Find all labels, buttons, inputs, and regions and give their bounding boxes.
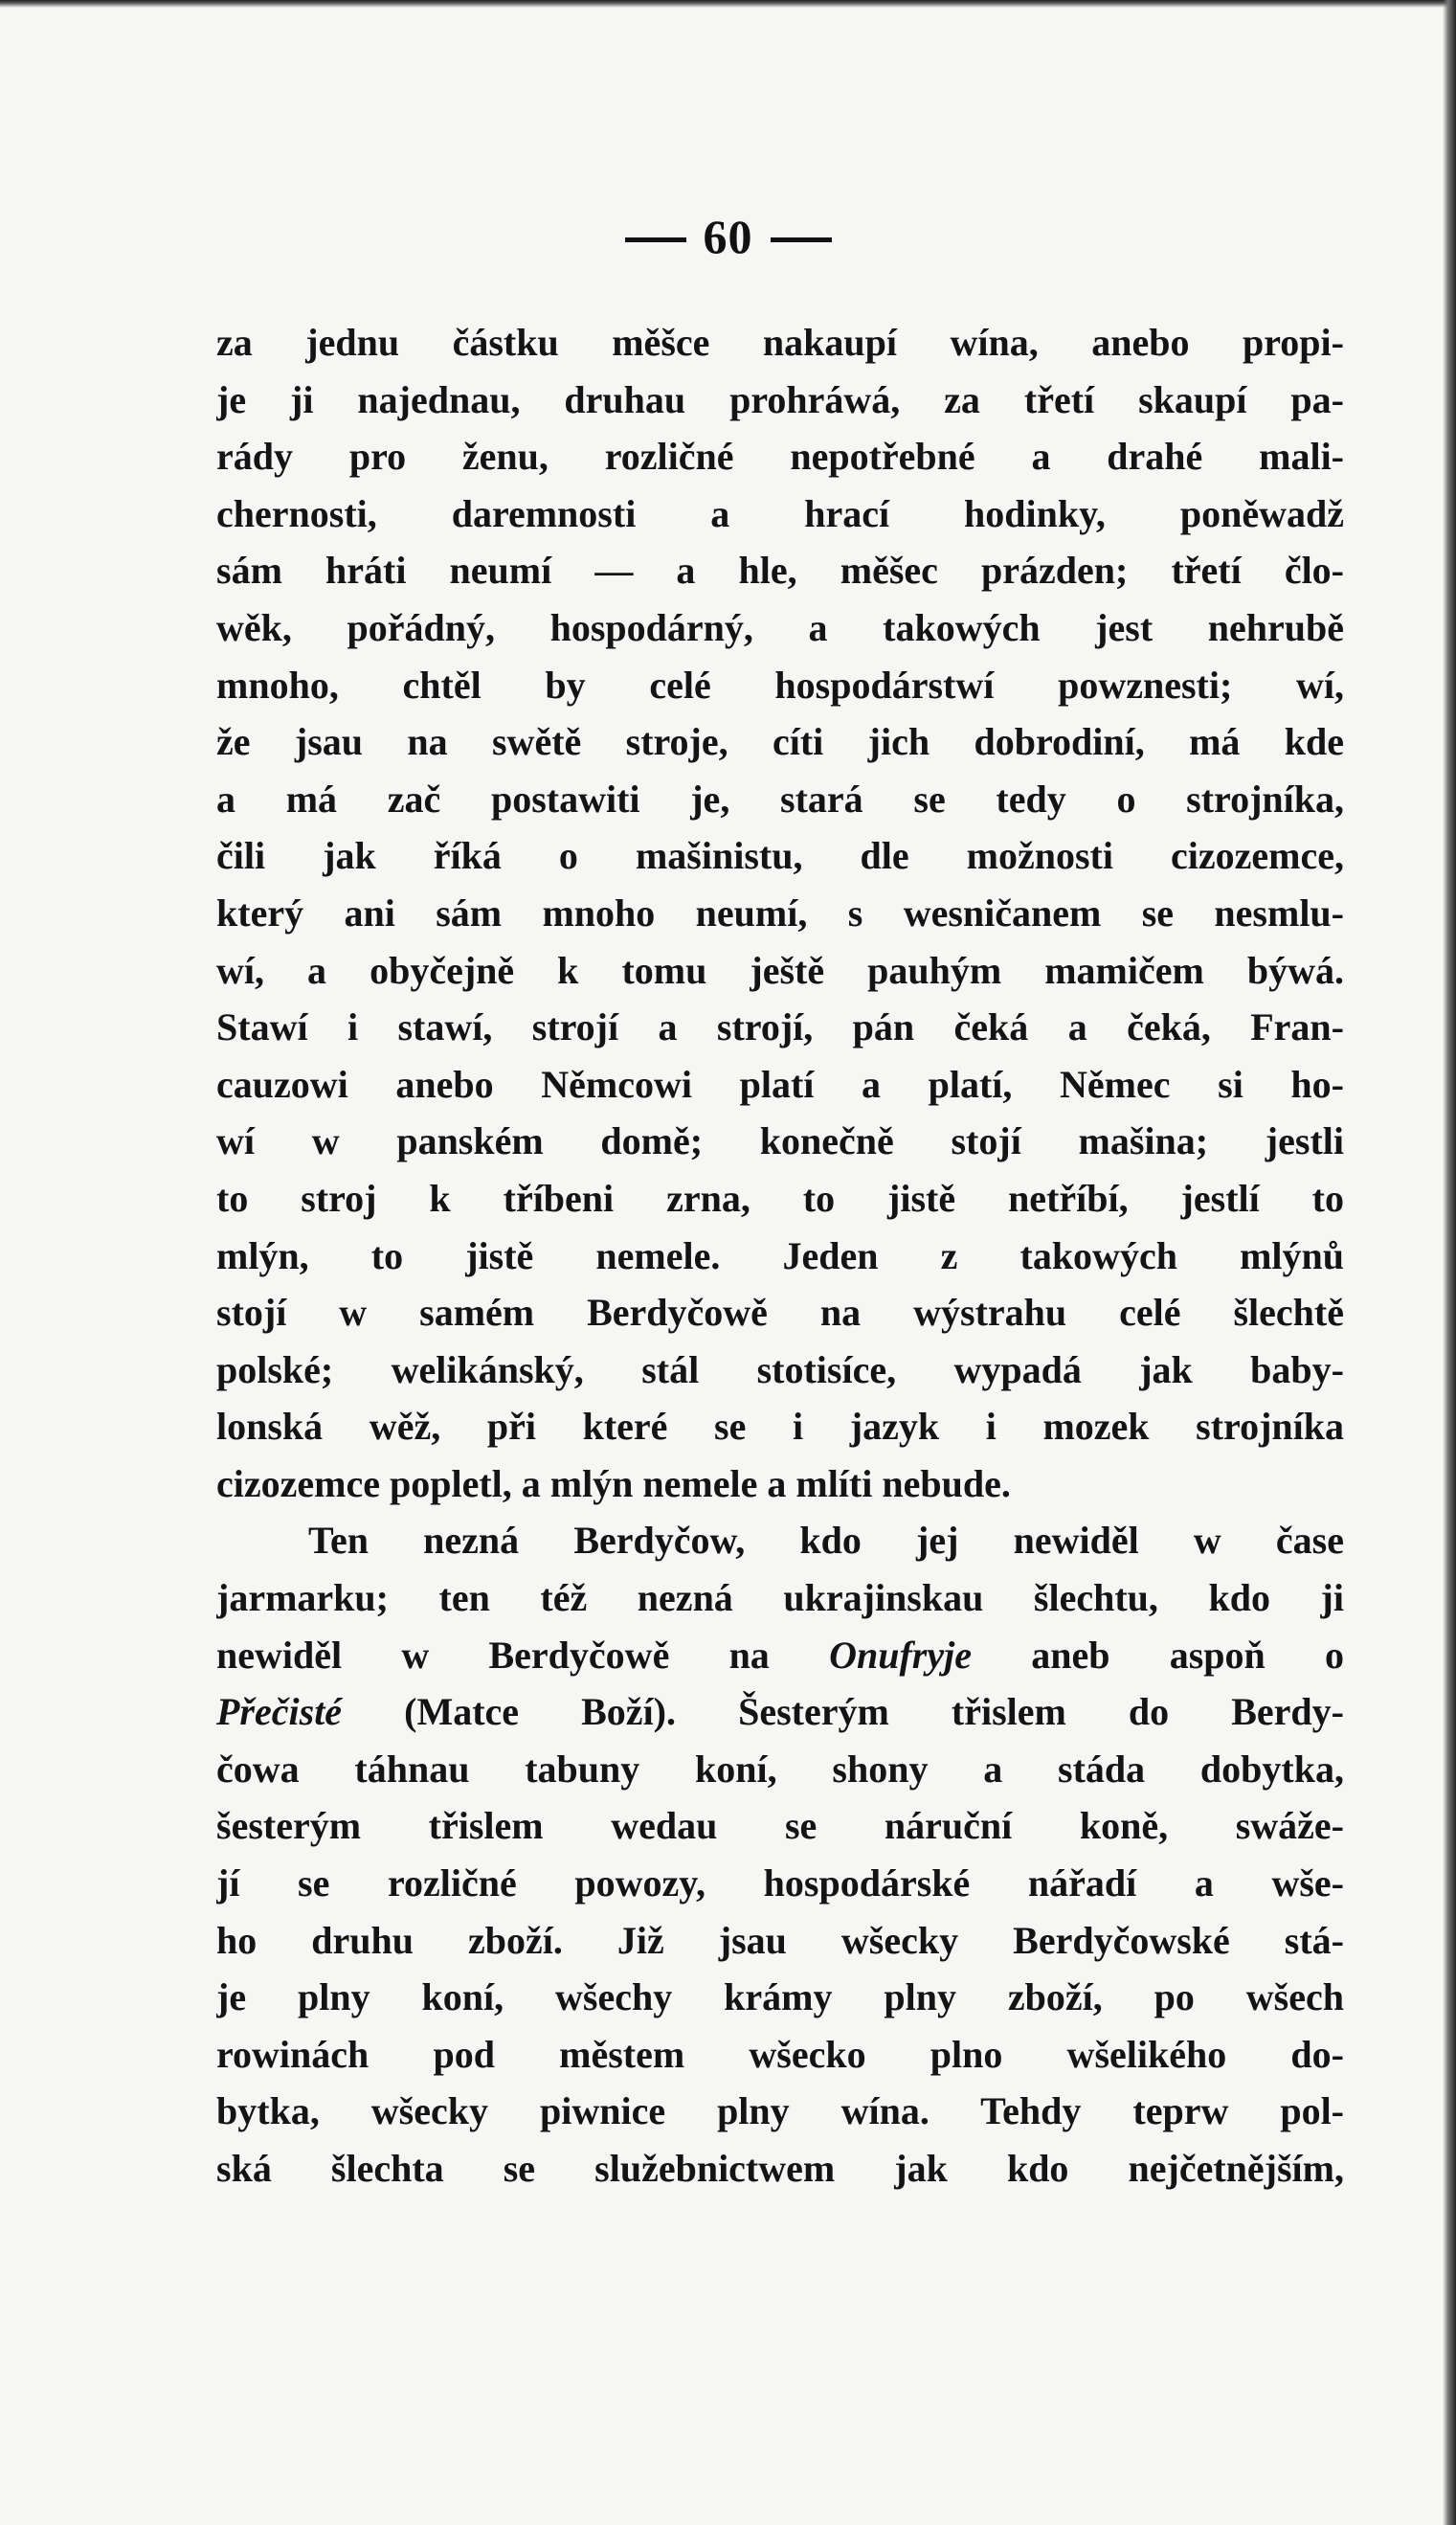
text-line: to stroj k tříbeni zrna, to jistě netříbí, jestlí to (216, 1176, 1344, 1220)
text-line: jí se rozličné powozy, hospodárské nářadí a wše- (216, 1861, 1344, 1905)
text-line: wěk, pořádný, hospodárný, a takowých jest nehrubě (216, 605, 1344, 649)
text-line: je plny koní, wšechy krámy plny zboží, po wšech (216, 1975, 1344, 2019)
line-text: newiděl w Berdyčowě na (216, 1633, 830, 1677)
text-line: wí, a obyčejně k tomu ještě pauhým mamičem býwá. (216, 948, 1344, 992)
page-number: 60 (703, 210, 753, 263)
text-line: polské; welikánský, stál stotisíce, wypadá jak baby- (216, 1347, 1344, 1391)
text-line: ská šlechta se služebnictwem jak kdo nejčetnějším, (216, 2147, 1344, 2190)
text-line: stojí w samém Berdyčowě na wýstrahu celé šlechtě (216, 1291, 1344, 1335)
page-right-edge (1443, 0, 1456, 2525)
text-line: že jsau na swětě stroje, cíti jich dobrodiní, má kde (216, 720, 1344, 764)
italic-term: Onufryje (829, 1633, 972, 1677)
header-dash-right (771, 237, 832, 242)
text-line: cizozemce popletl, a mlýn nemele a mlíti nebude. (216, 1461, 1011, 1505)
text-line: lonská wěž, při které se i jazyk i mozek strojníka (216, 1405, 1344, 1449)
body-text (216, 314, 1344, 2198)
text-line: jarmarku; ten též nezná ukrajinskau šlechtu, kdo ji (216, 1576, 1344, 1620)
page-header (0, 209, 1456, 264)
text-line: wí w panském domě; konečně stojí mašina; jestli (216, 1119, 1344, 1163)
italic-term: Přečisté (216, 1690, 343, 1734)
text-line-with-italic (216, 1627, 1344, 1684)
page-top-edge (0, 0, 1456, 8)
text-line: mnoho, chtěl by celé hospodárstwí powznesti; wí, (216, 663, 1344, 707)
text-line-with-italic (216, 1683, 1344, 1741)
text-line: mlýn, to jistě nemele. Jeden z takowých mlýnů (216, 1233, 1344, 1277)
text-line: je ji najednau, druhau prohráwá, za třetí skaupí pa- (216, 377, 1344, 421)
paragraph-start-line: Ten nezná Berdyčow, kdo jej newiděl w čase (308, 1519, 1344, 1563)
text-line: ho druhu zboží. Již jsau wšecky Berdyčowské stá- (216, 1918, 1344, 1962)
header-dash-left (625, 237, 686, 242)
text-line: který ani sám mnoho neumí, s wesničanem se nesmlu- (216, 891, 1344, 935)
text-line: čowa táhnau tabuny koní, shony a stáda dobytka, (216, 1747, 1344, 1791)
text-line: za jednu částku měšce nakaupí wína, anebo propi- (216, 321, 1344, 364)
text-line: chernosti, daremnosti a hrací hodinky, poněwadž (216, 491, 1344, 535)
line-text: aneb aspoň o (971, 1633, 1344, 1677)
text-line: rády pro ženu, rozličné nepotřebné a drahé mali- (216, 435, 1344, 479)
text-line: čili jak říká o mašinistu, dle možnosti cizozemce, (216, 834, 1344, 878)
text-line: šesterým třislem wedau se náruční koně, swáže- (216, 1804, 1344, 1848)
line-text: (Matce Boží). Šesterým třislem do Berdy- (342, 1690, 1344, 1734)
text-line: bytka, wšecky piwnice plny wína. Tehdy teprw pol- (216, 2089, 1344, 2133)
text-line: Stawí i stawí, strojí a strojí, pán čeká a čeká, Fran- (216, 1005, 1344, 1049)
text-line: a má zač postawiti je, stará se tedy o strojníka, (216, 777, 1344, 821)
text-line: rowinách pod městem wšecko plno wšelikého do- (216, 2032, 1344, 2076)
text-line: cauzowi anebo Němcowi platí a platí, Němec si ho- (216, 1062, 1344, 1106)
text-line: sám hráti neumí — a hle, měšec prázden; třetí člo- (216, 549, 1344, 593)
